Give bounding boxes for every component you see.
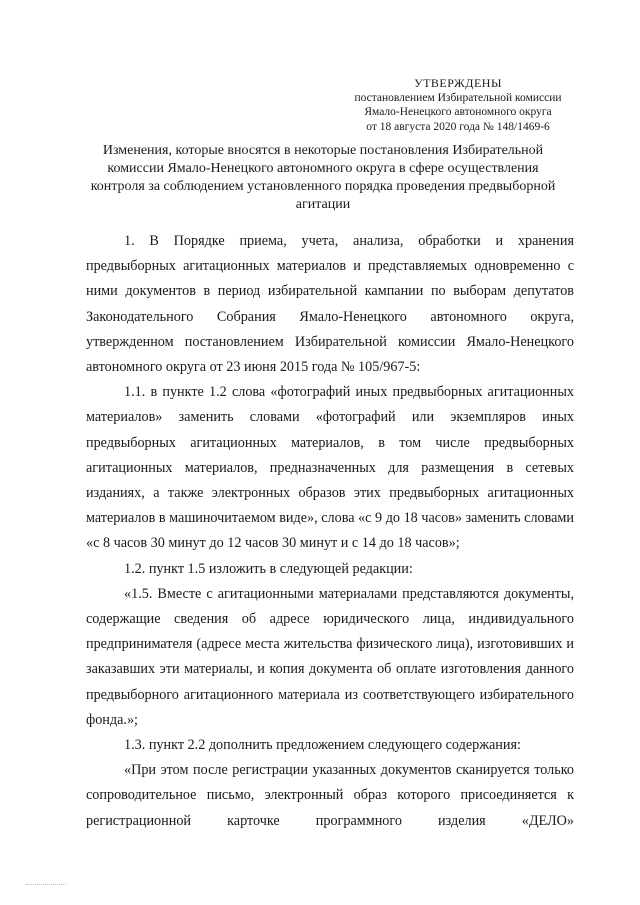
approval-line-issuer: постановлением Избирательной комиссии (354, 91, 562, 104)
approval-line-region: Ямало-Ненецкого автономного округа (364, 106, 552, 118)
approval-stamp (338, 76, 578, 134)
paragraph-1-1: 1.1. в пункте 1.2 слова «фотографий иных предвыборных агитационных материалов» заменить словами «фотографий или экземпляров иных предвыборных агитационных материалов, в том числе предвыборных агитационных материалов, предназначенных для размещения в сетевых изданиях, а также электронных образов этих предвыборных агитационных материалов в машиночитаемом виде», слова «с 9 до 18 часов» заменить словами «с 8 часов 30 минут до 12 часов 30 минут и с 14 до 18 часов»; (86, 384, 574, 552)
paragraph-quote: «При этом после регистрации указанных документов сканируется только сопроводительное письмо, электронный образ которого присоединяется к регистрационной карточке программного изделия «ДЕЛО» (86, 762, 574, 829)
document-body (86, 229, 574, 834)
paragraph-1-3: 1.3. пункт 2.2 дополнить предложением следующего содержания: (124, 737, 521, 754)
page-corner-mark (26, 884, 66, 887)
document-title: Изменения, которые вносятся в некоторые постановления Избирательной комиссии Ямало-Ненецкого автономного округа в сфере осуществления контроля за соблюдением установленного порядка проведения предвыборной агитации (90, 143, 556, 212)
approval-line-date: от 18 августа 2020 года № 148/1469-6 (366, 120, 550, 133)
approval-heading: УТВЕРЖДЕНЫ (414, 76, 502, 90)
paragraph-1-5-text: «1.5. Вместе с агитационными материалами представляются документы, содержащие сведения об адресе юридического лица, индивидуального предпринимателя (адресе места жительства физического лица), изготовивших и заказавших эти материалы, и копия документа об оплате изготовления данного предвыборного агитационного материала из соответствующего избирательного фонда.»; (86, 585, 574, 728)
paragraph-1-2: 1.2. пункт 1.5 изложить в следующей редакции: (124, 560, 413, 577)
paragraph-1: 1. В Порядке приема, учета, анализа, обработки и хранения предвыборных агитационных материалов и представляемых одновременно с ними документов в период избирательной кампании по выборам депутатов Законодательного Собрания Ямало-Ненецкого автономного округа, утвержденном постановлением Избирательной комиссии Ямало-Ненецкого автономного округа от 23 июня 2015 года № 105/967-5: (86, 233, 574, 376)
